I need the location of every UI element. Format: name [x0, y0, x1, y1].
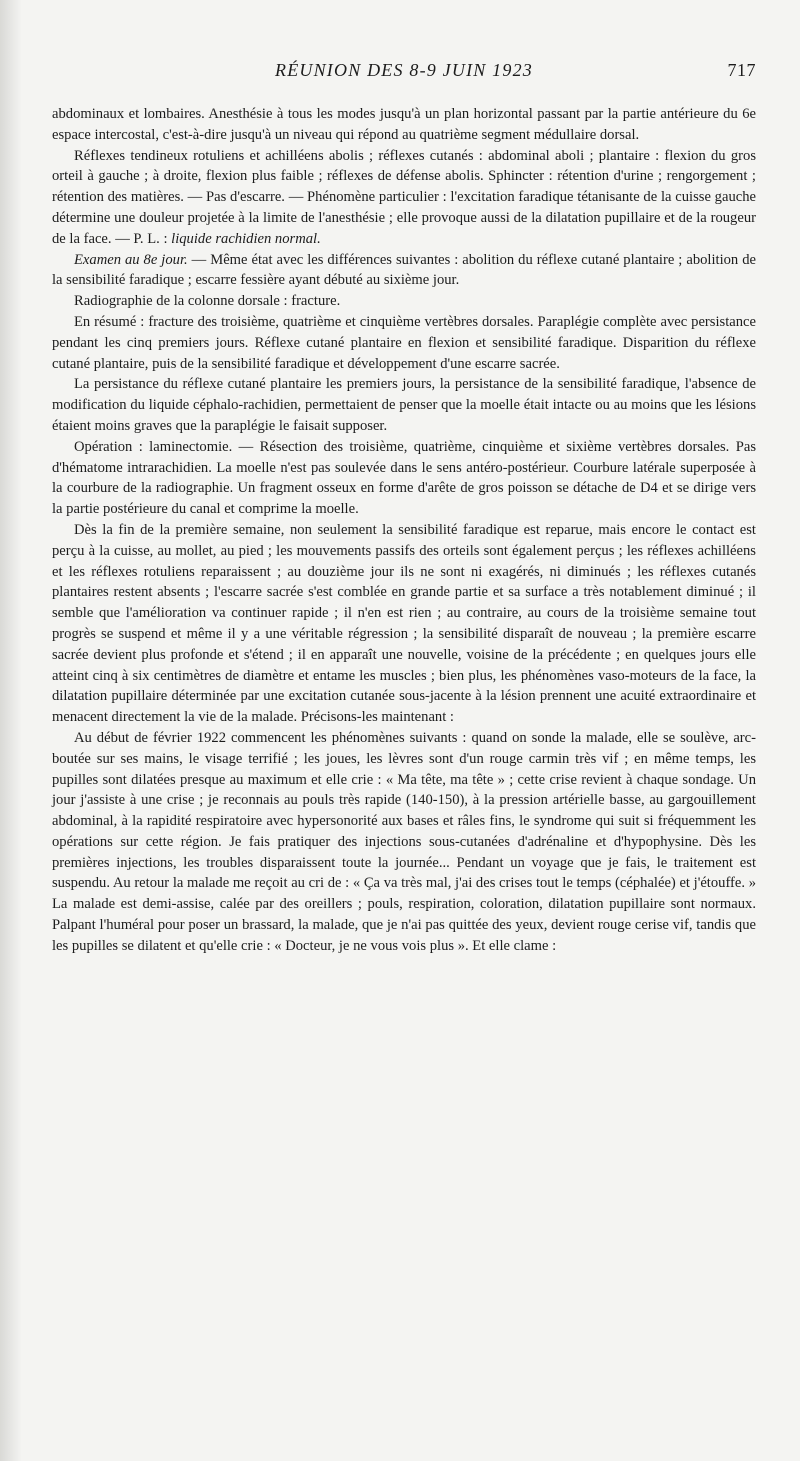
paragraph-3-italic: Examen au 8e jour.: [74, 251, 188, 268]
binding-shadow: [0, 0, 22, 1461]
paragraph-7: Opération : laminectomie. — Résection des troisième, quatrième, cinquième et sixième vertèbres dorsales. Pas d'hématome intrarachidien. La moelle n'est pas soulevée dans le sens antéro-postérieur. Courbure latérale superposée à la courbure de la radiographie. Un fragment osseux en forme d'arête de gros poisson se détache de D4 et se dirige vers la partie postérieure du canal et comprime la moelle.: [52, 438, 756, 518]
paragraph-2-text: Réflexes tendineux rotuliens et achilléens abolis ; réflexes cutanés : abdominal aboli ; plantaire : flexion du gros orteil à gauche ; à droite, flexion plus faible ; réflexes de défense abolis. Sphincter : rétention d'urine ; rengorgement ; rétention des matières. — Pas d'escarre. — Phénomène particulier : l'excitation faradique tétanisante de la cuisse gauche détermine une douleur projetée à la limite de l'anesthésie ; elle provoque aussi de la dilatation pupillaire et de la rougeur de la face. — P. L. :: [52, 147, 756, 247]
body-text: [52, 104, 756, 957]
page-header: [52, 60, 756, 90]
paragraph-5: En résumé : fracture des troisième, quatrième et cinquième vertèbres dorsales. Paraplégie complète avec persistance pendant les cinq premiers jours. Réflexe cutané plantaire en flexion et sensibilité faradique. Disparition du réflexe cutané plantaire, puis de la sensibilité faradique et développement d'une escarre sacrée.: [52, 313, 756, 372]
paragraph-4: Radiographie de la colonne dorsale : fracture.: [74, 293, 341, 310]
paragraph-9: Au début de février 1922 commencent les phénomènes suivants : quand on sonde la malade, elle se soulève, arc-boutée sur ses mains, le visage terrifié ; les joues, les lèvres sont d'un rouge carmin très vif ; en même temps, les pupilles sont dilatées presque au maximum et elle crie : « Ma tête, ma tête » ; cette crise revient à chaque sondage. Un jour j'assiste à une crise ; je reconnais au pouls très rapide (140-150), à la pression artérielle basse, au gargouillement abdominal, à la rapidité respiratoire avec hypersonorité aux bases et râles fins, le syndrome qui suit si fréquemment les opérations sur cette région. Je fais pratiquer des injections sous-cutanées d'adrénaline et d'hypophysine. Dès les premières injections, les troubles disparaissent toute la journée... Pendant un voyage que je fais, le traitement est suspendu. Au retour la malade me reçoit au cri de : « Ça va très mal, j'ai des crises tout le temps (céphalée) et j'étouffe. » La malade est demi-assise, calée par des oreillers ; pouls, respiration, coloration, dilatation pupillaire sont normaux. Palpant l'huméral pour poser un brassard, la malade, que je n'ai pas quittée des yeux, devient rouge cerise vif, tandis que les pupilles se dilatent et qu'elle crie : « Docteur, je ne vous vois plus ». Et elle clame :: [52, 729, 756, 954]
page-number: 717: [727, 60, 756, 80]
paragraph-3: [52, 250, 756, 292]
paragraph-3-text: — Même état avec les différences suivantes : abolition du réflexe cutané plantaire ; abolition de la sensibilité faradique ; escarre fessière ayant débuté au sixième jour.: [52, 251, 756, 289]
running-title: RÉUNION DES 8-9 JUIN 1923: [275, 60, 533, 80]
paragraph-1: abdominaux et lombaires. Anesthésie à tous les modes jusqu'à un plan horizontal passant par la partie antérieure du 6e espace intercostal, c'est-à-dire jusqu'à un niveau qui répond au quatrième segment médullaire dorsal.: [52, 106, 756, 143]
paragraph-2-italic: liquide rachidien normal.: [171, 230, 321, 247]
paragraph-6: La persistance du réflexe cutané plantaire les premiers jours, la persistance de la sensibilité faradique, l'absence de modification du liquide céphalo-rachidien, permettaient de penser que la moelle était intacte ou au moins que les lésions étaient moins graves que la paraplégie le faisait supposer.: [52, 376, 756, 434]
paragraph-8: Dès la fin de la première semaine, non seulement la sensibilité faradique est reparue, mais encore le contact est perçu à la cuisse, au mollet, au pied ; les mouvements passifs des orteils sont également perçus ; les réflexes achilléens et les réflexes rotuliens reparaissent ; au douzième jour ils ne sont ni exagérés, ni diminués ; les réflexes cutanés plantaires restent absents ; l'escarre sacrée s'est comblée en grande partie et sa surface a très notablement diminué ; il semble que l'amélioration va continuer rapide ; il n'en est rien ; au contraire, au cours de la troisième semaine tout progrès se suspend et même il y a une véritable régression ; la sensibilité disparaît de nouveau ; la première escarre sacrée devient plus profonde et s'étend ; il en apparaît une nouvelle, voisine de la précédente ; en quelques jours elle atteint cinq à six centimètres de diamètre et entame les muscles ; bien plus, les phénomènes vaso-moteurs de la face, la dilatation pupillaire déterminée par une excitation cutanée sous-jacente à la lésion prennent une acuité extraordinaire et menacent directement la vie de la malade. Précisons-les maintenant :: [52, 521, 756, 726]
paragraph-2: [52, 146, 756, 250]
